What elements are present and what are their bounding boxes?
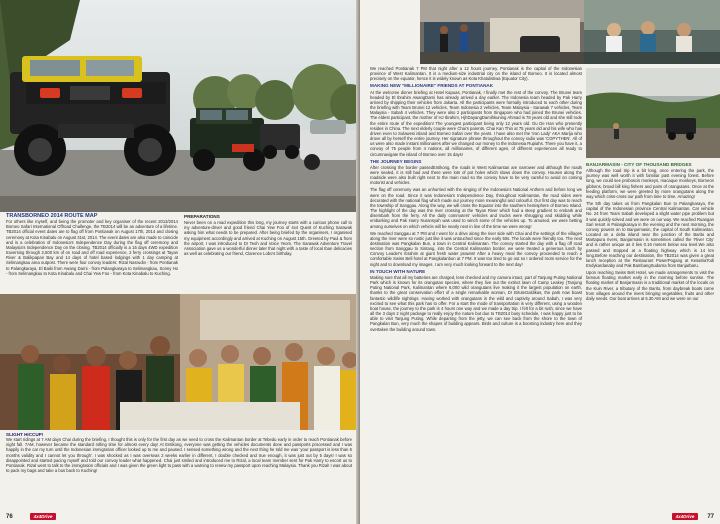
journey-begins-text-3: We reached Sanggau at 7 PM and I went for a drive along the river side with Chai and the settings of the villages along the river were so rustic just like it was untouched since the early 50s. The locals were friendly too. The next destination was Pangkalan Bun, a town in Central Kalimantan. The convoy started the day with a flag off road section from Sanggau to Sintang, into the Central Kalimantan border, we were treated a generous lunch by Convoy Leader's Ibrahim at giant fresh water prawns! After a heavy meal the convoy proceeded to reach a comfortable Swiss Bell hotel at Pangkalanbun at 7 PM. It was too tired to go out so I ordered room service for the night and to download my images. I am very much looking forward to the next day! [370,230,582,267]
convoy-stop-image [420,0,584,64]
banjarmasin-title: BANJARMASIN - CITY OF THOUSAND BRIDGES [586,162,692,167]
journey-begins-title: THE JOURNEY BEGINS [370,158,422,164]
banjarmasin-section [586,162,714,303]
right-column-one [370,66,582,334]
right-page [360,0,720,524]
preparations-text: Never been on a road expedition this long, my journey starts with a curious phone call to my adventure-driver and good friend Chai Yew Foo of 4x4 Quest of Kuching Sarawak asking him what needs to be prepared. After being briefed by the organisers, I organised my equipment accordingly and arrived at Kuching on August 15th. Greeted by Paul & from the airport, I was introduced to Dr Teoh and Voice Yeom. The Sarawak Adventure Travel Association gave us a wonderful dinner later that night with a taste of local Iban delicacies as well as celebrating our friend, Clarence Lobo's birthday. [184,220,352,257]
photo-convoy-stop [420,0,584,64]
route-map-section [6,214,178,278]
route-map-text: For others like myself, and being the promoter and key organiser of the recent 2013/2014 Borneo Safari International Offroad Challenge, the TB2014 will be an adventure of a lifetime. TB2014 official event dates are to flag off from Pontianak on August 17th, 2014 and closing ceremony at Kota Kinabalu on August 31st, 2014. The event dates are also made to coincide and is a celebration of Indonesia's Independence Day during the flag off ceremony and Malaysia's Independence Day on the closing. TB2014 officially is a 15 days 4WD expedition traversing through 2,500 km of on road and off road experience, 2 ferry crossings at Tayan River & Balikpapan Bay and 14 days of hotel based lodgings with 1 day camping at Selimangkau area outpost. There were four convoy leaders: Rizal Nasrudin - from Pontianak to Palangkaraya, El Baiki from Awang Darni - from Palangkaraya to Selimangkau, Sonny Ho - from Selimangkau to Kota Kinabalu and Chai Yew Foo - from Kota Kinabalu to Kuching. [6,219,178,276]
group-dinner-image [0,294,358,430]
page-number-right: 77 [707,514,714,520]
banjarmasin-text-2: The 5th day takes us from Pangkalan Bun to Palangkaraya, the capital of the Indonesian province Central Kalimantan. Car vehicle No. 24 from Team Sabah developed a slight water pipe problem but it was quickly solved and we were on our way. We reached Ruangan Sari resort in Palangkaraya in the evening and the next morning, the convoy powers on to Banjarmasin, the capital of South Kalimantan. Located on a delta island near the junction of the Barito and Martapura rivers, Banjarmasin is sometimes called the 'River City' and is rather unique as it lies 0.16 meters below sea level.We also passed and stopped at a floating highway which is 14 km long.Before reaching our destination, the TB2014 was given a great lunch reception at the Restaurant PowerPogang at KesatriaTodi Endykardanaby and Pak BambangSudarna from Banjarbaru. [586,201,714,268]
slight-hiccup-title: SLIGHT HICCUP! [6,432,44,437]
orangutans-text: Making sure that all my batteries are charged, lens checked and my camera intact, part of Tanjung Puting National Park which is known for its orangutan species, where they live out the extinct lawn of Camp Leakey (Tanjung Puting National Park, Kalimantan where 6,000 wild orangutans live making it the largest population on earth, thanks to the great conservation effort of a single remarkable woman, Dr BiruteGaldikas, the park now boast fantastic wildlife sightings. Having worked with orangutans in the wild and captivity around Sabah, I was very excited to see what this park has to offer. For a start the mode of transportation is very different, using a wooden boat house, the journey to the park is 4 hours one way and we made a day trip. I felt for a bit rush, since we have all the 3 days 2 night package to really enjoy the nature but due to TB2014 busy schedule, I was happy just to be able to visit Tanjung Puting. While departing from the jetty, we can see back from the shore to the town of Pangkalan Bun, very much the shapes of building appears. Birds and culture is a booming industry here and they overtaken the building around town. [370,274,582,332]
photo-riverside [586,68,720,158]
banjarmasin-text-1: Although the road trip is a bit long, once entering the park, the journey was well worth it with familiar past evening forest. Before long, we could see proboscis monkeys, macaque monkeys, Borneon gibbons, broad bill king fishers and pairs of orangutans. Once at the feeding platform, we were greeted by more orangutans along the way which criss-cross our path from time to time. Amazing! [586,168,714,199]
photo-group-dinner [0,294,358,430]
millionaire-text: At the welcome dinner briefing at Hotel Kapuas, Pontianak, I finally met the rest of the convoy. The Brunei team headed by El Ibrahim AwangDarni has already arrived a day earlier. The Indonesia team headed by Pak Harry arrived by shipping their vehicles from Jakarta. All the participants were formally introduced to each other during the briefing with Team Brunei 12 vehicles, Team Indonesia 2 vehicles, Team Malaysia - Sarawak 7 vehicles, Team Malaysia - Sabah 4 vehicles. They were also 2 participants from Singapore who had joined the Brunei vehicles. The eldest participant, the mother of HJ Ibrahim, HjhDayangDamihkuning Ahmad is 78 years old and she still rode the entire route of the expedition! The youngest participant being only 12 years old. Ou De Han who presently resides in China. The next elderly couple were Chai's parents, Chai Kan Thin at 75 years old and his wife who has driven even to Sulawesi island and Borneo Safari over the years. I have also met the 'Iron Lady' AKA Marija who drove all by herself the entire journey. Her signature phrase throughout the convoy radio was 'COPYTHEN'. All of us were also made instant millionaires after we changed our money to the Indonesia Rupiahs. There you have it, a convoy of 75 people from 4 nations, all millionaires, of different ages, of different experiences all ready to circumnavigate the island of Borneo over 15 days! [370,89,582,157]
preparations-title: PREPARATIONS [184,214,220,219]
left-page [0,0,358,524]
millionaire-title: MAKING NEW "MILLIONAIRE" FRIENDS AT PONTIANAK [370,83,494,89]
photo-floating-market [584,0,720,64]
offroad-vehicles-image [0,0,358,212]
floating-market-image [584,0,720,64]
banjarmasin-text-3: Upon reaching Swiss Belt Hotel, we made arrangements to visit the famous floating market early in the morning before sunrise. The floating market of Banjarmasin is a traditional market of the locals on the Kuin River, a tributary of the Barito, from daybreak boats come from villages around the rivers bringing vegetables, fruits and other daily needs. Our boat arrives at 5.30 AM and we were on our [586,270,714,301]
slight-hiccup-text: We start ridings at 7 AM days Chai during the briefing, I thought this is only for the first day as we need to cross the Kalimantan border at Tebedu early in order to reach Pontianak before night fall. 7AM, however became the standard rolling time for almost every day! At Entikong, everyone was getting the vehicles documents done and passports processed and I was happily in the car my turn until the Indonesian immigration officer looked up to me and paused. I sensed something wrong and the next thing he told me was 'your passport is less than 6 months validity and I cannot let you through'. I was shocked as I was overseas 2 weeks earlier in different, I double checked and true enough, it was just out by 5 days! I was so disappointed and started pacing myself and told our convoy leader what happened. Chai just smiled and introduced me to Rizal, a local team member sent for Pak Harry to escort us to Pontianak. Rizal went to talk to the immigration officials and I was given the green light to pass with a warning to renew my passport upon reaching Malaysia. Thank you Rizal! I was about to pack my bags and take a bus back to Kuching! [6,437,352,474]
slight-hiccup-section [6,432,352,475]
route-map-title: TRANSBORNEO 2014 ROUTE MAP [6,213,98,219]
intro-text: We reached Pontianak 7 PM that night after a 12 hours journey. Pontianak is the capital of the Indonesian province of West Kalimantan. It is a medium-size industrial city on the island of Borneo. It is located almost precisely on the equator, hence it is widely known as Kota Khatulistiwa (Equator City). [370,66,582,82]
journey-begins-text-2: The flag off ceremony was an unhurried with the singing of the Indonesia's National Anthem and before long we were on the road. Since it was Indonesia's Independence Day, throughout Kalimantan, the road sides were decorated with the national flag which made our journey more meaningful and colourful. Our first day was to reach the township of Sanggau. Along the way, we will cross the Equator into the southern hemisphere of Borneo Island. The highlight of the day was the river crossing at the Tayan River which had a steep gradient to embark and disembark from the ferry. All the daily commuters' vehicles and trucks were shrugging and skidding while embarking and Pak Harry Nuransyah was used to winch some of the vehicles up. To amused, we were betting among ourselves on which vehicle will be nearly next in line of the time we were wrong! [370,187,582,229]
preparations-section [184,214,352,258]
photo-offroad-vehicles [0,0,358,212]
orangutans-title: IN TOUCH WITH NATURE [370,268,426,274]
riverside-image [586,68,720,158]
footer-logo-left: 4x4Drive [30,513,56,520]
footer-logo-right: 4x4Drive [672,513,698,520]
page-number-left: 76 [6,514,13,520]
journey-begins-text-1: After crossing the border passedEntikong, the roads in West Kalimantan are narrower and although the roads were sealed, it is still bad and there were lots of pot holes which slows down the convoy. Houses along the roadside were also built right next to the main road so the convoy have to be very careful to avoid on coming motorist and vehicles. [370,164,582,186]
